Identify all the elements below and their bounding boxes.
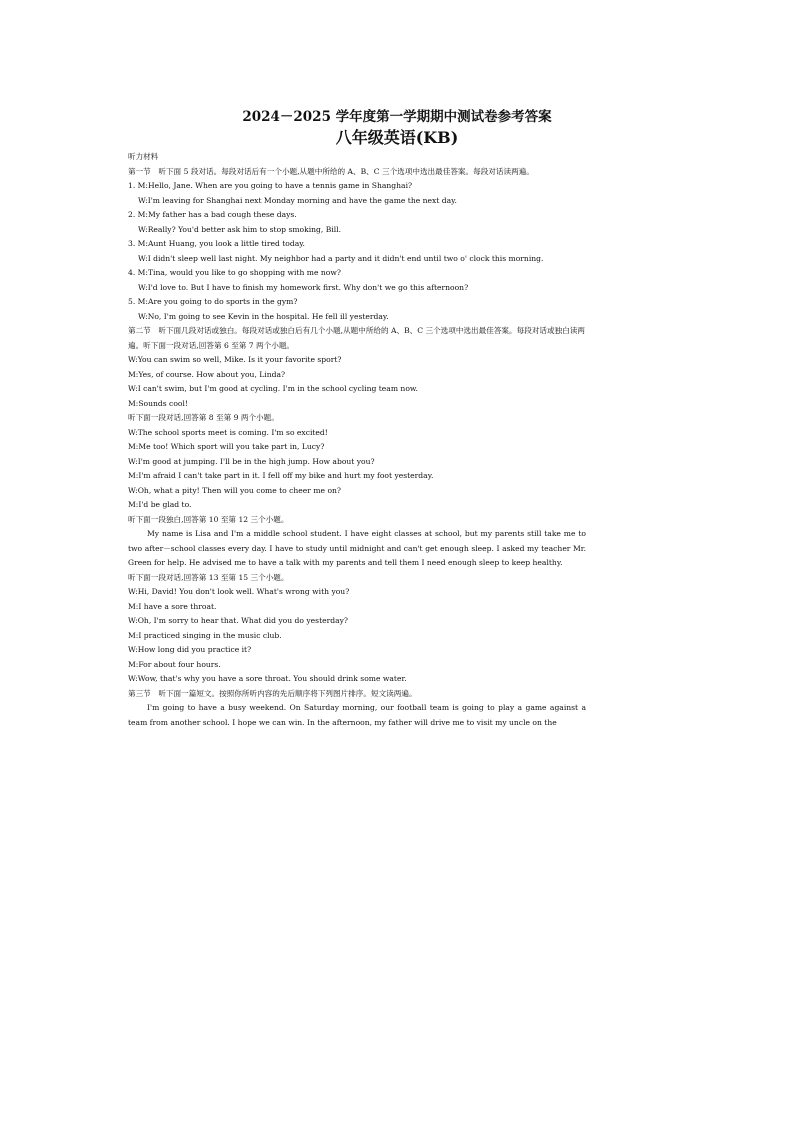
- dialog-line: M:For about four hours.: [128, 659, 221, 669]
- dialog-line: W:Hi, David! You don't look well. What's wrong with you?: [128, 587, 350, 596]
- dialog-line: M:I practiced singing in the music club.: [128, 630, 282, 640]
- dialog-line: W:I can't swim, but I'm good at cycling. I'm in the school cycling team now.: [128, 384, 418, 393]
- dialog-line: W:No, I'm going to see Kevin in the hospital. He fell ill yesterday.: [138, 311, 389, 321]
- monologue-intro: 听下面一段独白,回答第 10 至第 12 三个小题。: [128, 514, 289, 524]
- dialog-line: W:Oh, I'm sorry to hear that. What did you do yesterday?: [128, 616, 348, 625]
- dialog-line: W:I'm good at jumping. I'll be in the high jump. How about you?: [128, 456, 375, 466]
- dialog-line: M:I'm afraid I can't take part in it. I fell off my bike and hurt my foot yesterday.: [128, 471, 434, 480]
- dialog-line: W:Oh, what a pity! Then will you come to cheer me on?: [128, 485, 341, 495]
- passage-paragraph: I'm going to have a busy weekend. On Saturday morning, our football team is going to play a game against a team from another school. I hope we can win. In the afternoon, my father will drive me to visit my uncle on the: [128, 703, 586, 727]
- dialog-line: W:I'd love to. But I have to finish my homework first. Why don't we go this afternoon?: [138, 282, 469, 292]
- dialog-line: 2. M:My father has a bad cough these days.: [128, 210, 297, 219]
- dialog-line: W:I'm leaving for Shanghai next Monday morning and have the game the next day.: [138, 195, 457, 205]
- listening-material: [128, 150, 586, 730]
- dialog-line: W:Really? You'd better ask him to stop smoking, Bill.: [138, 224, 342, 234]
- dialog-line: M:Sounds cool!: [128, 398, 188, 408]
- dialog-line: 4. M:Tina, would you like to go shopping with me now?: [128, 268, 341, 277]
- dialog-line: M:Me too! Which sport will you take part in, Lucy?: [128, 442, 325, 451]
- dialog-line: M:Yes, of course. How about you, Linda?: [128, 369, 286, 379]
- dialog3-intro: 听下面一段对话,回答第 13 至第 15 三个小题。: [128, 572, 289, 582]
- dialog-line: 5. M:Are you going to do sports in the gym?: [128, 297, 298, 306]
- dialog-line: W:Wow, that's why you have a sore throat. You should drink some water.: [128, 674, 407, 683]
- dialog-line: M:I'd be glad to.: [128, 500, 192, 509]
- section1-intro: 第一节 听下面 5 段对话。每段对话后有一个小题,从题中所给的 A、B、C 三个选项中选出最佳答案。每段对话读两遍。: [128, 166, 534, 176]
- document-title: 2024－2025 学年度第一学期期中测试卷参考答案: [242, 109, 552, 125]
- section2-intro: 第二节 听下面几段对话或独白。每段对话或独白后有几个小题,从题中所给的 A、B、C 三个选项中选出最佳答案。每段对话或独白读两遍。听下面一段对话,回答第 6 至第 7 两个小题。: [128, 326, 585, 350]
- dialog-line: W:I didn't sleep well last night. My neighbor had a party and it didn't end until two o' clock this morning.: [138, 253, 544, 263]
- dialog-line: W:The school sports meet is coming. I'm so excited!: [128, 427, 328, 437]
- dialog2-intro: 听下面一段对话,回答第 8 至第 9 两个小题。: [128, 413, 279, 422]
- document-subtitle: 八年级英语(KB): [335, 128, 459, 147]
- monologue-paragraph: My name is Lisa and I'm a middle school student. I have eight classes at school, but my parents still take me to two after－school classes every day. I have to study until midnight and can't get enough sleep. I asked my teacher Mr. Green for help. He advised me to have a talk with my parents and tell them I need enough sleep to keep healthy.: [128, 529, 586, 567]
- dialog-line: M:I have a sore throat.: [128, 601, 217, 611]
- section3-intro: 第三节 听下面一篇短文。按照你所听内容的先后顺序将下列图片排序。短文读两遍。: [128, 688, 417, 698]
- dialog-line: W:You can swim so well, Mike. Is it your favorite sport?: [128, 355, 342, 364]
- dialog-line: 1. M:Hello, Jane. When are you going to have a tennis game in Shanghai?: [128, 181, 413, 190]
- section-heading: 听力材料: [128, 152, 159, 161]
- dialog-line: W:How long did you practice it?: [128, 645, 252, 654]
- dialog-line: 3. M:Aunt Huang, you look a little tired today.: [128, 239, 305, 248]
